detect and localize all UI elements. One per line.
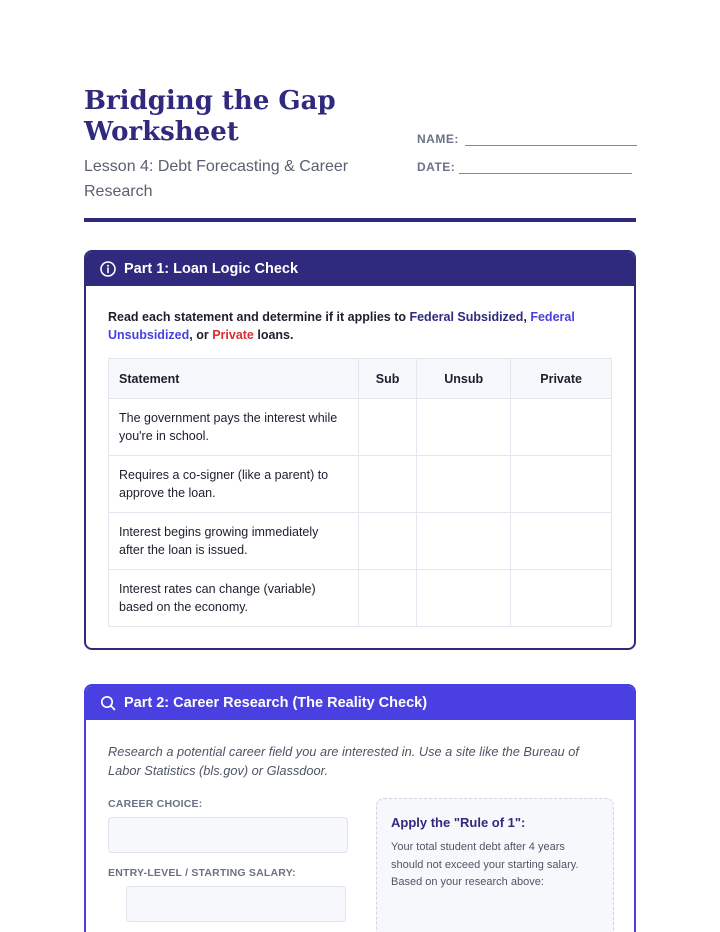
date-input-line[interactable] <box>459 156 632 174</box>
page-title: Bridging the Gap Worksheet <box>84 86 336 147</box>
instr-sep1: , <box>523 310 531 324</box>
research-fields <box>108 798 348 922</box>
table-row <box>109 399 612 456</box>
statement-cell: Interest rates can change (variable) based on the economy. <box>109 570 359 627</box>
part2-card <box>84 684 636 932</box>
header-divider <box>84 218 636 222</box>
part2-header <box>86 686 634 720</box>
career-choice-label: CAREER CHOICE: <box>108 798 203 810</box>
search-icon <box>100 695 116 711</box>
part2-title: Part 2: Career Research (The Reality Check) <box>124 695 428 711</box>
rule-of-one-text: Your total student debt after 4 years should not exceed your starting salary. Based on your research above: <box>391 841 579 888</box>
instr-private: Private <box>212 328 254 342</box>
instr-federal-subsidized: Federal Subsidized <box>409 310 524 324</box>
rule-of-one-box <box>376 798 614 932</box>
unsub-answer-cell[interactable] <box>417 513 511 570</box>
starting-salary-label: ENTRY-LEVEL / STARTING SALARY: <box>108 867 296 879</box>
instr-sep2: , or <box>189 328 213 342</box>
unsub-answer-cell[interactable] <box>417 399 511 456</box>
career-choice-input[interactable] <box>108 817 348 853</box>
col-private: Private <box>511 359 612 399</box>
instr-federal-unsubsidized: Federal Unsubsidized <box>108 310 575 342</box>
name-label: NAME: <box>417 132 459 146</box>
table-row <box>109 456 612 513</box>
table-row <box>109 513 612 570</box>
part1-title: Part 1: Loan Logic Check <box>124 261 299 277</box>
statement-cell: The government pays the interest while you're in school. <box>109 399 359 456</box>
sub-answer-cell[interactable] <box>359 513 417 570</box>
instr-pre: Read each statement and determine if it applies to <box>108 310 410 324</box>
worksheet-header <box>84 86 636 204</box>
info-circle-icon <box>100 261 116 277</box>
name-input-line[interactable] <box>465 128 637 146</box>
part1-card <box>84 250 636 650</box>
name-field <box>417 118 637 146</box>
private-answer-cell[interactable] <box>511 513 612 570</box>
date-field <box>417 146 637 174</box>
loan-logic-table <box>108 358 612 627</box>
col-sub: Sub <box>359 359 417 399</box>
part1-instructions <box>108 308 612 344</box>
sub-answer-cell[interactable] <box>359 456 417 513</box>
unsub-answer-cell[interactable] <box>417 456 511 513</box>
date-label: DATE: <box>417 160 456 174</box>
starting-salary-input[interactable] <box>126 886 346 922</box>
statement-cell: Interest begins growing immediately after the loan is issued. <box>109 513 359 570</box>
sub-answer-cell[interactable] <box>359 399 417 456</box>
page-subtitle: Lesson 4: Debt Forecasting & Career Research <box>84 158 349 200</box>
private-answer-cell[interactable] <box>511 399 612 456</box>
instr-post: loans. <box>253 328 294 342</box>
private-answer-cell[interactable] <box>511 456 612 513</box>
private-answer-cell[interactable] <box>511 570 612 627</box>
statement-cell: Requires a co-signer (like a parent) to approve the loan. <box>109 456 359 513</box>
col-unsub: Unsub <box>417 359 511 399</box>
sub-answer-cell[interactable] <box>359 570 417 627</box>
unsub-answer-cell[interactable] <box>417 570 511 627</box>
rule-of-one-title: Apply the "Rule of 1": <box>391 815 526 830</box>
table-header-row <box>109 359 612 399</box>
part1-header <box>86 252 634 286</box>
table-row <box>109 570 612 627</box>
col-statement: Statement <box>109 359 359 399</box>
part2-intro: Research a potential career field you are interested in. Use a site like the Bureau of Labor Statistics (bls.gov) or Glassdoor. <box>108 744 579 778</box>
student-fields <box>417 118 637 174</box>
